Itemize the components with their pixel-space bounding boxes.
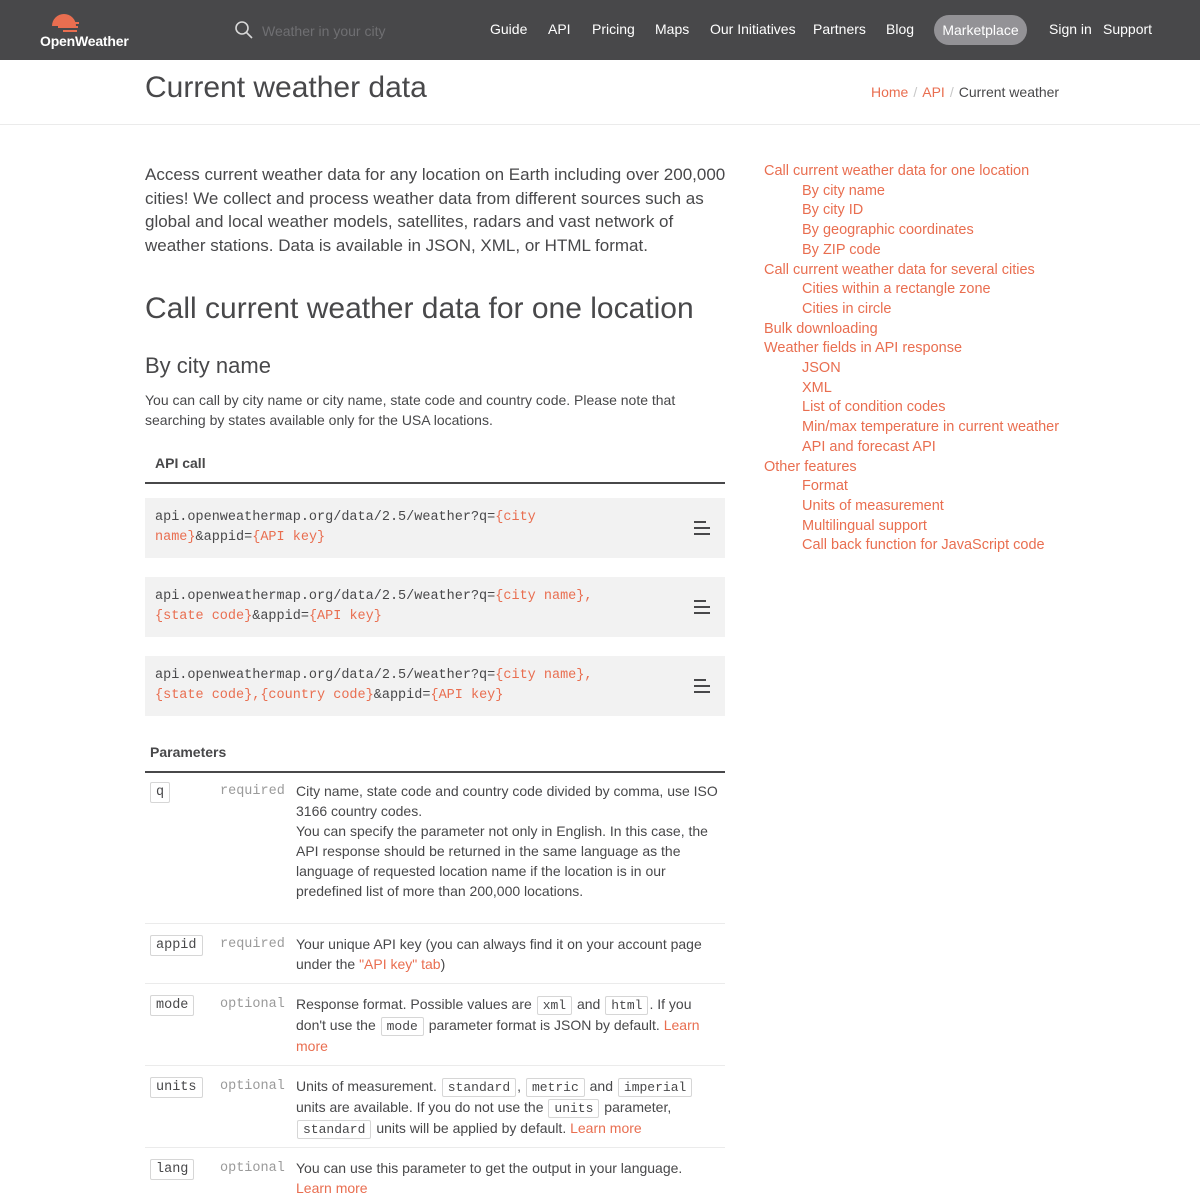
subsection-heading: By city name (145, 353, 271, 378)
subsection-description: You can call by city name or city name, state code and country code. Please note that searching by states available only for the USA locations. (145, 392, 676, 428)
param-description-text: units are available. If you do not use the (296, 1099, 544, 1115)
logo-sun-icon (46, 10, 82, 34)
code-param: &appid= (252, 609, 309, 624)
param-description (296, 781, 718, 901)
param-description-text: Response format. Possible values are (296, 996, 532, 1012)
search-icon[interactable] (235, 21, 253, 39)
code-url: api.openweathermap.org/data/2.5/weather?q= (155, 510, 496, 525)
nav-partners[interactable]: Partners (813, 21, 866, 37)
toc-link-other-features[interactable]: Other features (764, 458, 857, 475)
parameters-header (145, 733, 725, 773)
code-chip: standard (297, 1120, 371, 1139)
param-description-text: parameter format is JSON by default. (428, 1017, 660, 1033)
param-row-mode (145, 986, 725, 1066)
copy-icon[interactable] (694, 600, 710, 614)
code-placeholder: {state code} (155, 609, 253, 624)
param-description-text: and (576, 996, 601, 1012)
param-required-flag: required (220, 937, 285, 952)
toc-link-units-of-measurement[interactable]: Units of measurement (802, 497, 944, 514)
param-name: q (150, 782, 170, 803)
learn-more-link[interactable]: Learn more (570, 1120, 642, 1136)
param-description-text: You can use this parameter to get the output in your language. (296, 1160, 683, 1176)
breadcrumb-separator: / (913, 84, 918, 100)
openweather-logo[interactable] (40, 10, 140, 52)
param-required-flag: optional (220, 997, 285, 1012)
title-bar (0, 60, 1200, 125)
nav-maps[interactable]: Maps (655, 21, 690, 37)
api-call-label: API call (155, 455, 206, 471)
toc-link-xml[interactable]: XML (802, 379, 832, 396)
code-placeholder: {city (495, 510, 536, 525)
toc-link-cities-in-circle[interactable]: Cities in circle (802, 300, 892, 317)
code-url: api.openweathermap.org/data/2.5/weather?q= (155, 589, 496, 604)
param-name: units (150, 1077, 203, 1098)
breadcrumb-separator: / (949, 84, 954, 100)
param-description-text: ) (440, 956, 446, 972)
code-chip: mode (381, 1017, 424, 1036)
param-description-text: units will be applied by default. (376, 1120, 567, 1136)
toc-link-bulk-downloading[interactable]: Bulk downloading (764, 320, 878, 337)
api-call-code-block (145, 656, 725, 716)
param-name: appid (150, 935, 203, 956)
param-required-flag: optional (220, 1079, 285, 1094)
toc-link-by-city-id[interactable]: By city ID (802, 202, 864, 219)
nav-blog[interactable]: Blog (886, 21, 915, 37)
param-description-text: . If you don't use the (296, 996, 692, 1033)
toc-link-rectangle-zone[interactable]: Cities within a rectangle zone (802, 281, 991, 298)
copy-icon[interactable] (694, 521, 710, 535)
toc-link-by-geo-coordinates[interactable]: By geographic coordinates (802, 222, 974, 239)
toc-link-forecast-api[interactable]: API and forecast API (802, 438, 936, 455)
copy-icon[interactable] (694, 679, 710, 693)
learn-more-link[interactable]: Learn more (296, 1180, 368, 1196)
param-row-lang (145, 1150, 725, 1200)
toc-link-by-zip-code[interactable]: By ZIP code (802, 241, 881, 258)
toc-link-weather-fields[interactable]: Weather fields in API response (764, 340, 963, 357)
toc-link-multilingual-support[interactable]: Multilingual support (802, 517, 927, 534)
param-description (296, 994, 718, 1056)
page-title: Current weather data (145, 71, 427, 104)
param-description-text: Units of measurement. (296, 1078, 437, 1094)
toc-link-condition-codes[interactable]: List of condition codes (802, 399, 946, 416)
toc-link-min-max-temperature[interactable]: Min/max temperature in current weather (802, 419, 1060, 436)
nav-guide[interactable]: Guide (490, 21, 528, 37)
param-description-text: Your unique API key (you can always find it on your account page under the (296, 936, 702, 972)
param-description (296, 934, 718, 974)
toc-link-format[interactable]: Format (802, 478, 848, 495)
param-name: mode (150, 995, 194, 1016)
code-param: &appid= (373, 688, 431, 703)
toc-link-one-location[interactable]: Call current weather data for one location (764, 163, 1030, 179)
breadcrumb-home[interactable]: Home (871, 84, 909, 100)
code-param: &appid= (195, 530, 253, 545)
nav-api[interactable]: API (548, 21, 571, 37)
param-required-flag: required (220, 784, 285, 799)
param-description (296, 1076, 718, 1139)
param-name: lang (150, 1159, 194, 1180)
code-placeholder: {API key} (252, 530, 326, 545)
code-placeholder: name} (155, 530, 196, 545)
section-heading: Call current weather data for one location (145, 292, 694, 325)
parameters-label: Parameters (150, 744, 227, 760)
code-placeholder: {city name}, (495, 589, 593, 604)
search-box (235, 20, 435, 42)
param-description-text: City name, state code and country code divided by comma, use ISO 3166 country codes. (296, 783, 718, 819)
code-placeholder: {city name}, (495, 668, 593, 683)
param-description-text: and (589, 1078, 613, 1094)
toc-link-by-city-name[interactable]: By city name (802, 182, 885, 199)
param-description (296, 1158, 718, 1198)
code-placeholder: {API key} (308, 609, 382, 624)
param-row-appid (145, 926, 725, 984)
code-chip: metric (526, 1078, 585, 1097)
api-call-code-block (145, 498, 725, 558)
param-description-text: parameter, (604, 1099, 672, 1115)
breadcrumb-api[interactable]: API (922, 84, 945, 100)
api-key-tab-link[interactable]: "API key" tab (359, 956, 441, 972)
api-call-header (145, 444, 725, 484)
nav-marketplace-button[interactable]: Marketplace (934, 15, 1027, 45)
table-of-contents (764, 162, 1184, 556)
intro-paragraph: Access current weather data for any location on Earth including over 200,000 cities! We collect and process weather data from different sources such as global and local weather models, satellites, radars and vast network of weather stations. Data is available in JSON, XML, or HTML format. (145, 165, 726, 255)
nav-our-initiatives[interactable]: Our Initiatives (710, 21, 796, 37)
api-call-code-block (145, 577, 725, 637)
param-description-text: , (517, 1078, 522, 1094)
code-chip: standard (442, 1078, 516, 1097)
code-placeholder: {API key} (430, 688, 504, 703)
sign-in-link[interactable]: Sign in (1049, 21, 1092, 37)
param-required-flag: optional (220, 1161, 285, 1176)
code-placeholder: {state code},{country code} (155, 688, 374, 703)
code-url: api.openweathermap.org/data/2.5/weather?q= (155, 668, 496, 683)
code-chip: imperial (618, 1078, 692, 1097)
code-chip: xml (537, 996, 572, 1015)
toc-link-callback-function[interactable]: Call back function for JavaScript code (802, 537, 1045, 554)
param-row-units (145, 1068, 725, 1148)
support-link[interactable]: Support (1103, 21, 1153, 37)
toc-link-several-cities[interactable]: Call current weather data for several cities (764, 261, 1035, 278)
code-chip: units (548, 1099, 599, 1118)
breadcrumb-current: Current weather (958, 84, 1060, 100)
toc-link-json[interactable]: JSON (802, 360, 841, 377)
breadcrumb (871, 84, 1059, 100)
logo-text: OpenWeather (40, 33, 129, 49)
nav-pricing[interactable]: Pricing (592, 21, 635, 37)
top-navbar (0, 0, 1200, 60)
code-chip: html (605, 996, 648, 1015)
search-input[interactable] (262, 20, 422, 42)
learn-more-link[interactable]: Learn more (296, 1017, 700, 1054)
param-description-text: You can specify the parameter not only in English. In this case, the API response should be returned in the same language as the language of requested location name if the location is in our predefined list of more than 200,000 locations. (296, 823, 708, 899)
param-row-q (145, 773, 725, 924)
